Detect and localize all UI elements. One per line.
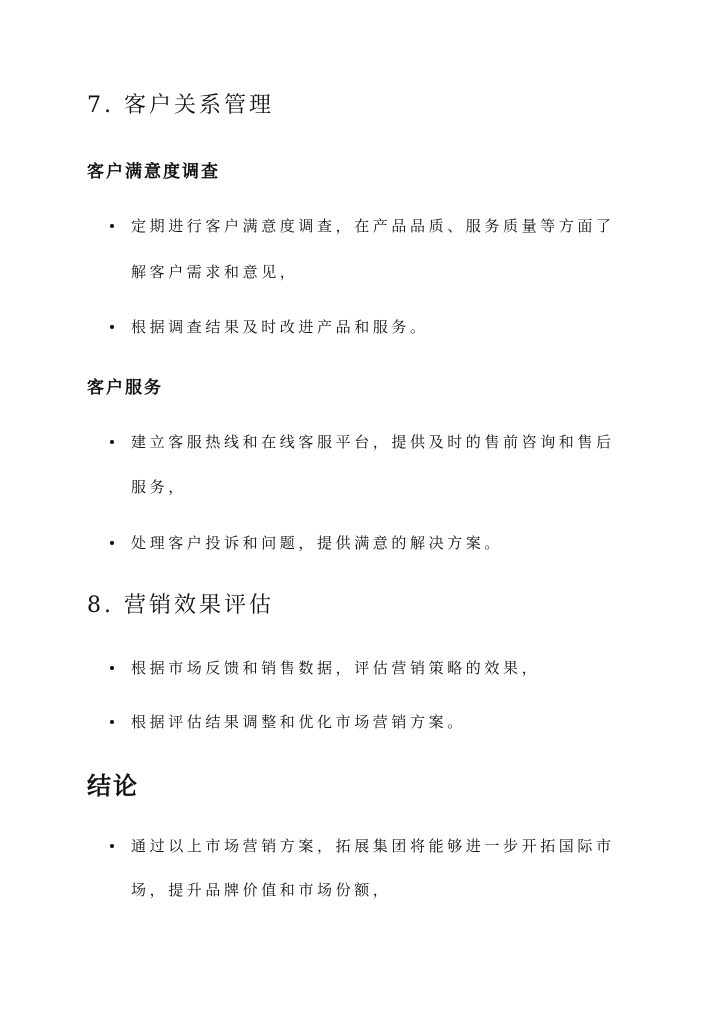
list-item-text: 服务， [131,478,187,496]
list-item-text: 通过以上市场营销方案，拓展集团将能够进一步开拓国际市 [131,837,615,855]
conclusion-heading: 结论 [87,771,139,800]
subsection-satisfaction-survey-heading: 客户满意度调查 [87,162,220,182]
bullet-icon [110,224,114,228]
bullet-icon [110,666,114,670]
section-8-heading: 8. 营销效果评估 [87,593,274,618]
bullet-icon [110,325,114,329]
list-item-text: 根据评估结果调整和优化市场营销方案。 [131,713,466,731]
list-item-text: 根据调查结果及时改进产品和服务。 [131,318,429,336]
bullet-icon [110,844,114,848]
list-item-text: 场，提升品牌价值和市场份额， [131,881,392,899]
bullet-icon [110,720,114,724]
list-item-text: 建立客服热线和在线客服平台，提供及时的售前咨询和售后 [131,433,615,451]
list-item-text: 定期进行客户满意度调查，在产品品质、服务质量等方面了 [131,217,615,235]
bullet-icon [110,440,114,444]
list-item-text: 根据市场反馈和销售数据，评估营销策略的效果， [131,659,541,677]
list-item-text: 解客户需求和意见， [131,263,299,281]
section-7-heading: 7. 客户关系管理 [87,93,274,118]
list-item-text: 处理客户投诉和问题，提供满意的解决方案。 [131,534,504,552]
subsection-customer-service-heading: 客户服务 [87,378,163,398]
bullet-icon [110,541,114,545]
